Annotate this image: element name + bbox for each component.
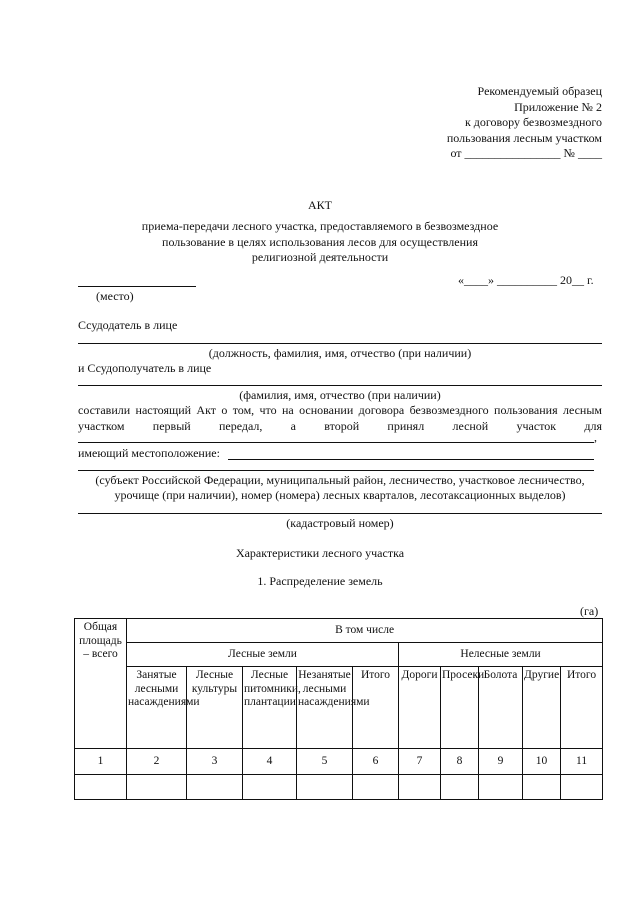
cadastral-caption: (кадастровый номер) [286,516,394,530]
column-header: Занятые лесными насаждениями [127,667,187,749]
column-header: Просеки [441,667,479,749]
column-number: 5 [297,749,353,775]
location-label: имеющий местоположение: [78,446,220,460]
header-line: пользования лесным участком [446,130,602,145]
doc-title: АКТ [308,198,332,212]
header-line: Приложение № 2 [514,99,602,114]
purpose-line [78,442,594,443]
subtitle-line: религиозной деятельности [251,250,389,264]
nonforest-lands-header: Нелесные земли [399,643,603,667]
cadastral-line [78,513,602,514]
subtitle-line: пользование в целях использования лесов для осуществления [162,234,478,249]
column-number: 1 [75,749,127,775]
doc-subtitle [0,219,640,266]
column-header: Лесные питомники, плантации [243,667,297,749]
data-cell [523,775,561,800]
date-field: «____» __________ 20__ г. [458,273,594,287]
column-number: 2 [127,749,187,775]
total-area-header: Общая площадь – всего [75,619,127,749]
data-cell [75,775,127,800]
unit-label: (га) [580,604,599,618]
column-number: 11 [561,749,603,775]
location-caption-line: (субъект Российской Федерации, муниципальный район, лесничество, участковое лесничество, [95,473,585,487]
place-line [78,286,196,287]
header-line: к договору безвозмездного [464,115,602,129]
paragraph-line-1: составили настоящий Акт о том, что на основании договора безвозмездного пользования лесным [78,403,602,417]
forest-lands-header: Лесные земли [127,643,399,667]
data-cell [353,775,399,800]
borrower-label: и Ссудополучатель в лице [78,361,212,375]
land-distribution-table [74,618,603,800]
data-cell [479,775,523,800]
column-header: Дороги [399,667,441,749]
location-caption [78,473,602,503]
column-number: 7 [399,749,441,775]
column-header: Болота [479,667,523,749]
column-number: 3 [187,749,243,775]
data-cell [399,775,441,800]
header-line: от ________________ № ____ [450,146,602,160]
lender-caption: (должность, фамилия, имя, отчество (при наличии) [208,346,472,360]
header-line: Рекомендуемый образец [477,84,602,98]
column-header: Итого [353,667,399,749]
column-header: Другие [523,667,561,749]
section-title: Характеристики лесного участка [235,546,405,560]
data-cell [127,775,187,800]
section-subtitle: 1. Распределение земель [257,574,383,588]
location-line-1 [228,459,594,460]
lender-label: Ссудодатель в лице [78,318,178,332]
data-cell [297,775,353,800]
column-header: Итого [561,667,603,749]
purpose-comma: , [594,430,597,444]
borrower-caption: (фамилия, имя, отчество (при наличии) [239,388,441,402]
column-header: Незанятые лесными насаждениями [297,667,353,749]
location-caption-line: урочище (при наличии), номер (номера) лесных кварталов, лесотаксационных выделов) [114,488,566,502]
place-caption: (место) [96,289,134,303]
appendix-header [400,84,602,162]
column-number: 4 [243,749,297,775]
lender-line [78,343,602,344]
location-line-2 [78,470,594,471]
column-number: 9 [479,749,523,775]
column-number: 8 [441,749,479,775]
column-number: 6 [353,749,399,775]
including-header: В том числе [127,619,603,643]
paragraph-line-2: участком первый передал, а второй принял лесной участок для [78,419,602,433]
data-cell [243,775,297,800]
column-number: 10 [523,749,561,775]
column-header: Лесные культуры [187,667,243,749]
subtitle-line: приема-передачи лесного участка, предоставляемого в безвозмездное [141,219,499,233]
data-cell [561,775,603,800]
data-cell [187,775,243,800]
borrower-line [78,385,602,386]
data-cell [441,775,479,800]
